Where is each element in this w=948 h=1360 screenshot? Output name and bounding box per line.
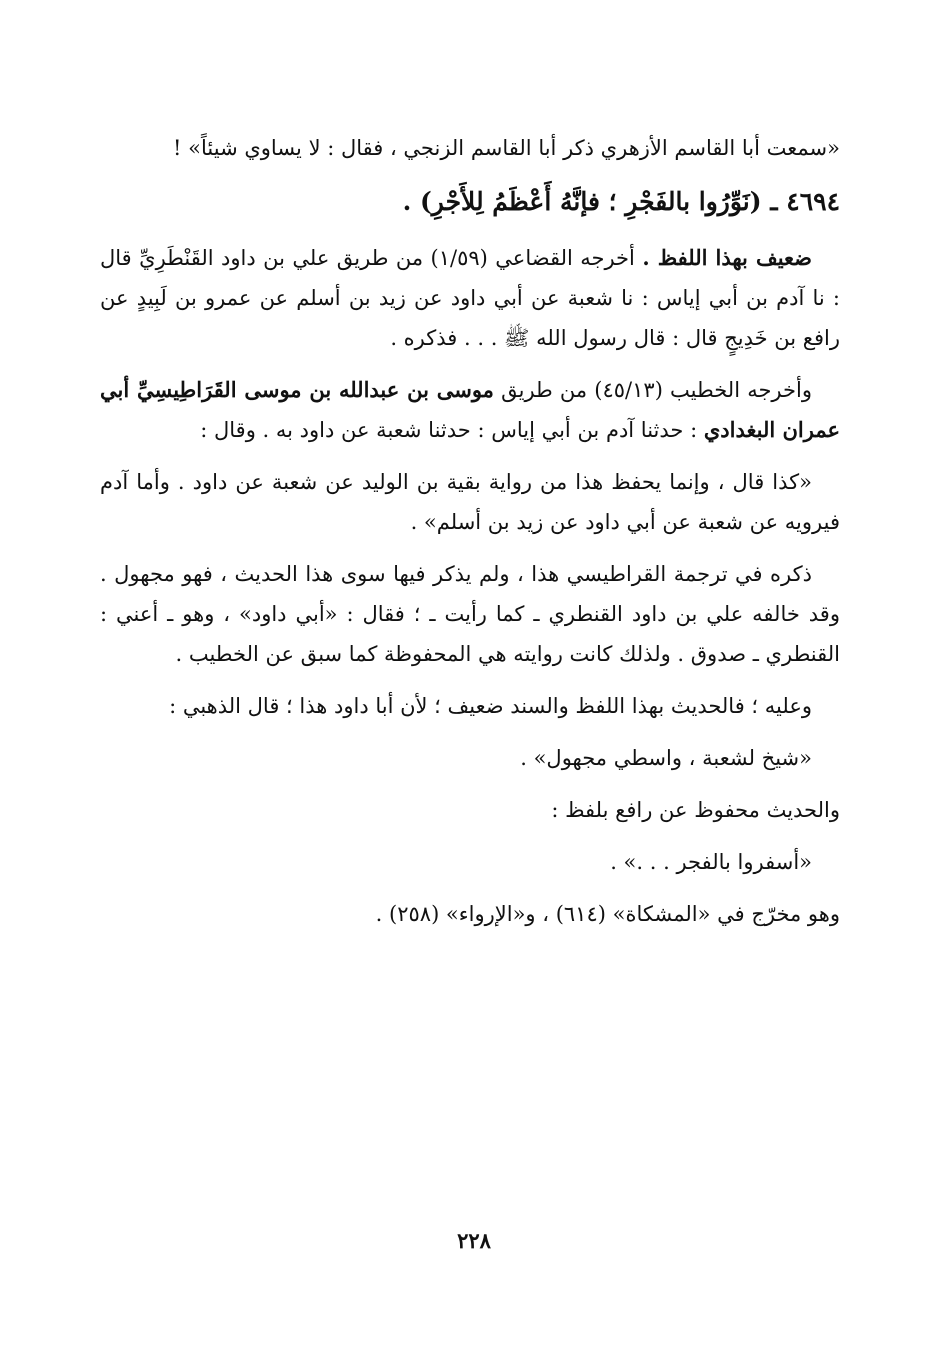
quote-dhahabi: «شيخ لشعبة ، واسطي مجهول» . bbox=[520, 746, 812, 770]
paragraph-conclusion: وعليه ؛ فالحديث بهذا اللفظ والسند ضعيف ؛ لأن أبا داود هذا ؛ قال الذهبي : bbox=[169, 694, 812, 718]
quote-asfiru: «أسفروا بالفجر . . .» . bbox=[610, 850, 812, 874]
paragraph-text: أخرجه القضاعي (١/٥٩) من طريق علي بن داود القَنْطَرِيِّ قال : نا آدم بن أبي إياس : نا شعبة عن أبي داود عن زيد بن أسلم عن عمرو بن لَبِيدٍ عن رافع بن خَدِيجٍ قال : قال رسول الله ﷺ . . . فذكره . bbox=[100, 246, 840, 350]
hadith-heading bbox=[100, 180, 840, 224]
paragraph-takhrij-2 bbox=[100, 370, 840, 450]
grading-label: ضعيف بهذا اللفظ . bbox=[642, 245, 812, 270]
paragraph-text: : حدثنا آدم بن أبي إياس : حدثنا شعبة عن داود به . وقال : bbox=[200, 418, 704, 442]
paragraph-text: وأخرجه الخطيب (٤٥/١٣) من طريق bbox=[493, 378, 812, 402]
paragraph-commentary: ذكره في ترجمة القراطيسي هذا ، ولم يذكر فيها سوى هذا الحديث ، فهو مجهول . وقد خالفه علي بن داود القنطري ـ كما رأيت ـ ؛ فقال : «أبي داود» ، وهو ـ أعني : القنطري ـ صدوق . ولذلك كانت روايته هي المحفوظة كما سبق عن الخطيب . bbox=[100, 562, 840, 666]
narrator-name: موسى بن عبدالله بن موسى القَرَاطِيسِيِّ أبي عمران البغدادي bbox=[100, 377, 840, 442]
paragraph-references: وهو مخرّج في «المشكاة» (٦١٤) ، و«الإرواء» (٢٥٨) . bbox=[375, 902, 840, 926]
hadith-text: (نَوِّرُوا بالفَجْرِ ؛ فإنَّهُ أَعْظَمُ لِلأَجْرِ) . bbox=[402, 187, 762, 216]
paragraph-takhrij-1 bbox=[100, 238, 840, 358]
quote-top: «سمعت أبا القاسم الأزهري ذكر أبا القاسم الزنجي ، فقال : لا يساوي شيئاً» ! bbox=[173, 136, 840, 160]
page-body bbox=[100, 128, 840, 934]
page-number: ٢٢٨ bbox=[457, 1228, 491, 1253]
hadith-separator: ـ bbox=[761, 187, 787, 216]
paragraph-mahfuz: والحديث محفوظ عن رافع بلفظ : bbox=[551, 798, 840, 822]
quote-khatib: «كذا قال ، وإنما يحفظ هذا من رواية بقية بن الوليد عن شعبة عن داود . وأما آدم فيرويه عن شعبة عن أبي داود عن زيد بن أسلم» . bbox=[100, 470, 840, 534]
hadith-number: ٤٦٩٤ bbox=[786, 187, 840, 216]
